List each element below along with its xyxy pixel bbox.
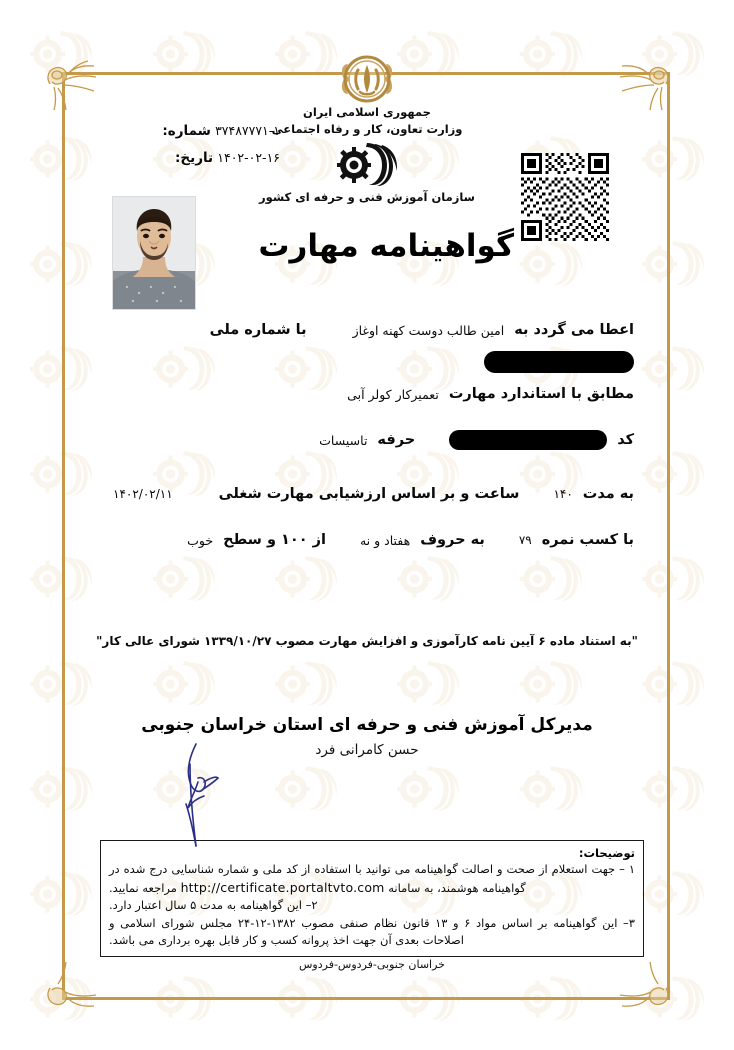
duration-label: به مدت <box>582 486 634 502</box>
note-text-after: مراجعه نمایید. <box>109 880 181 895</box>
field-row-score <box>100 530 634 551</box>
verification-qr-code <box>521 153 609 241</box>
holder-name-value: امین طالب دوست کهنه اوغاز <box>352 323 505 338</box>
occupation-label: حرفه <box>377 432 416 448</box>
score-label: با کسب نمره <box>541 532 634 548</box>
score-value: ۷۹ <box>518 533 532 547</box>
certificate-meta <box>162 118 280 172</box>
field-row-holder <box>100 320 634 373</box>
certificate-date-row <box>162 145 280 172</box>
score-words-label: به حروف <box>420 532 485 548</box>
national-id-label: با شماره ملی <box>209 322 307 338</box>
field-row-standard <box>100 384 634 405</box>
ministry-line: وزارت تعاون، کار و رفاه اجتماعی <box>271 122 463 136</box>
notes-title: توضیحات: <box>578 846 635 860</box>
certificate-date-label: تاریخ: <box>175 150 214 166</box>
national-id-redaction <box>484 351 634 373</box>
note-item: ۳– این گواهینامه بر اساس مواد ۶ و ۱۳ قانون نظام صنفی مصوب ۱۳۸۲-۱۲-۲۴ مجلس شورای اسلامی و اصلاحات بعدی آن جهت اخذ پروانه کسب و کار قابل بهره برداری می باشد. <box>109 915 635 947</box>
organization-header <box>0 104 734 206</box>
duration-value: ۱۴۰ <box>553 487 573 501</box>
page-title: گواهینامه مهارت <box>258 228 514 264</box>
field-row-duration <box>100 484 634 505</box>
occupation-value: تاسیسات <box>319 433 368 448</box>
tvto-logo-icon <box>337 141 397 187</box>
note-item: ۲– این گواهینامه به مدت ۵ سال اعتبار دارد. <box>109 898 318 912</box>
duration-unit-label: ساعت و بر اساس ارزشیابی مهارت شغلی <box>218 486 520 502</box>
verification-url: http://certificate.portaltvto.com <box>180 879 385 895</box>
assessment-date-value: ۱۴۰۲/۰۲/۱۱ <box>113 487 173 501</box>
organization-line: سازمان آموزش فنی و حرفه ای کشور <box>259 190 475 204</box>
certificate-number-label: شماره: <box>162 123 211 139</box>
code-redaction <box>449 430 607 450</box>
legal-citation: "به استناد ماده ۶ آیین نامه کارآموزی و افزایش مهارت مصوب ۱۳۳۹/۱۰/۲۷ شورای عالی کار" <box>96 634 638 648</box>
iran-emblem-icon <box>334 48 400 110</box>
note-item <box>109 861 635 897</box>
signatory-title: مدیرکل آموزش فنی و حرفه ای استان خراسان جنوبی <box>141 715 593 735</box>
score-words-value: هفتاد و نه <box>359 533 411 548</box>
level-value: خوب <box>187 533 214 548</box>
issuing-location: خراسان جنوبی-فردوس-فردوس <box>299 958 445 971</box>
certificate-number-value: ۳۷۴۸۷۷۷۱-۱ <box>215 123 280 138</box>
signature-block <box>0 712 734 762</box>
note-text-before: ۱ – جهت استعلام از صحت و اصالت گواهینامه می توانید با استفاده از کد ملی و شماره شناسایی درج شده در گواهینامه هوشمند، به سامانه <box>109 862 635 895</box>
standard-label: مطابق با استاندارد مهارت <box>448 386 634 402</box>
standard-value: تعمیرکار کولر آبی <box>347 387 439 402</box>
country-line: جمهوری اسلامی ایران <box>303 105 431 119</box>
signatory-name: حسن کامرانی فرد <box>315 742 419 758</box>
certificate-date-value: ۱۴۰۲-۰۲-۱۶ <box>217 150 280 165</box>
code-label: کد <box>617 432 634 448</box>
holder-photo <box>112 196 196 310</box>
awarded-to-label: اعطا می گردد به <box>514 322 634 338</box>
certificate-number-row <box>162 118 280 145</box>
field-row-code <box>100 430 634 451</box>
out-of-label: از ۱۰۰ و سطح <box>223 532 326 548</box>
notes-box <box>100 840 644 957</box>
